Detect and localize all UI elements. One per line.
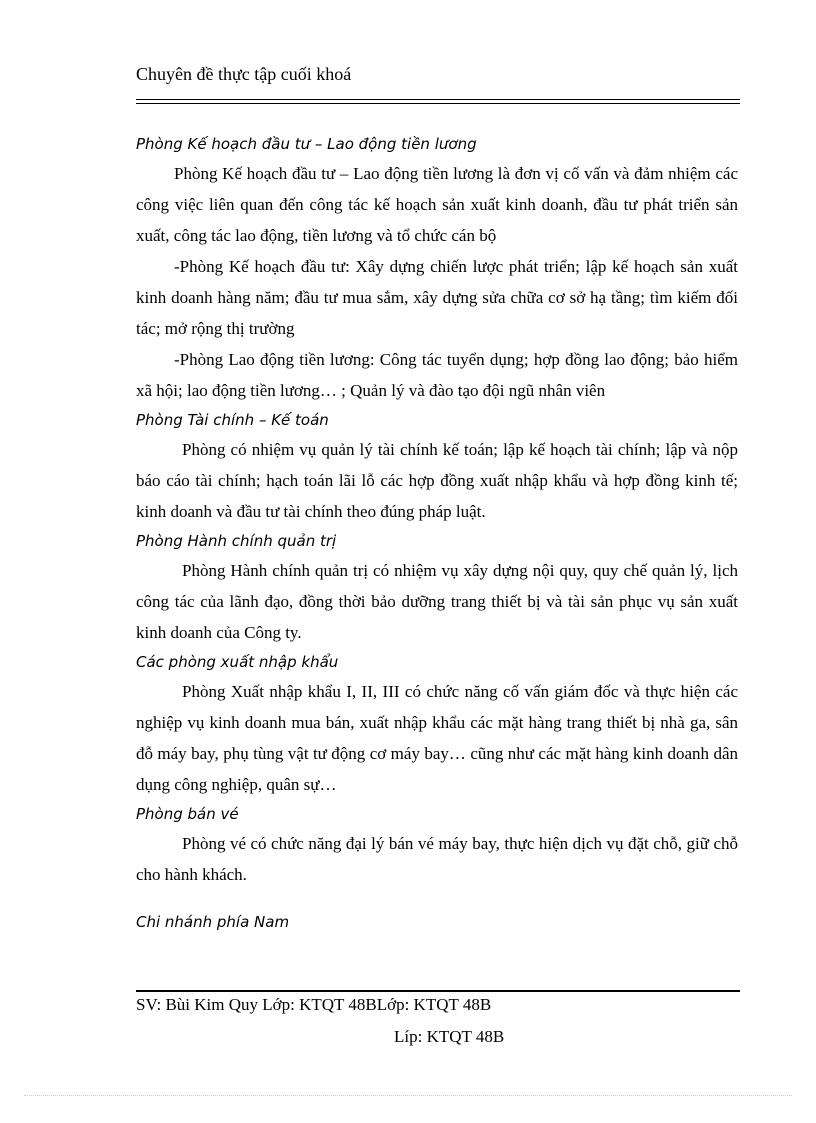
section-heading: Các phòng xuất nhập khẩu — [136, 653, 339, 671]
paragraph: -Phòng Lao động tiền lương: Công tác tuyển dụng; hợp đồng lao động; bảo hiểm xã hội; lao động tiền lương… ; Quản lý và đào tạo đội ngũ nhân viên — [136, 350, 738, 400]
section-heading: Phòng bán vé — [136, 805, 239, 823]
header-title: Chuyên đề thực tập cuối khoá — [136, 64, 352, 84]
header-rule-bottom — [136, 103, 740, 104]
section-finance — [136, 406, 738, 527]
paragraph: Phòng vé có chức năng đại lý bán vé máy bay, thực hiện dịch vụ đặt chỗ, giữ chỗ cho hành khách. — [136, 834, 738, 884]
section-heading: Chi nhánh phía Nam — [136, 913, 290, 931]
section-ticketing — [136, 800, 738, 890]
footer-student-info: SV: Bùi Kim Quy Lớp: KTQT 48BLớp: KTQT 48B — [136, 995, 492, 1014]
footer-rule — [136, 990, 740, 992]
paragraph: -Phòng Kế hoạch đầu tư: Xây dựng chiến lược phát triển; lập kế hoạch sản xuất kinh doanh hàng năm; đầu tư mua sắm, xây dựng sửa chữa cơ sở hạ tầng; tìm kiếm đối tác; mở rộng thị trường — [136, 257, 738, 338]
paragraph: Phòng Kế hoạch đầu tư – Lao động tiền lương là đơn vị cố vấn và đảm nhiệm các công việc liên quan đến công tác kế hoạch sản xuất kinh doanh, đầu tư phát triển sản xuất, công tác lao động, tiền lương và tổ chức cán bộ — [136, 164, 738, 245]
header-rule-top — [136, 99, 740, 100]
paragraph: Phòng có nhiệm vụ quản lý tài chính kế toán; lập kế hoạch tài chính; lập và nộp báo cáo tài chính; hạch toán lãi lỗ các hợp đồng xuất nhập khẩu và hợp đồng kinh tế; kinh doanh và đầu tư tài chính theo đúng pháp luật. — [136, 440, 738, 521]
footer-class-info: Líp: KTQT 48B — [394, 1027, 505, 1046]
section-southern-branch — [136, 908, 738, 936]
section-heading: Phòng Tài chính – Kế toán — [136, 411, 329, 429]
paragraph: Phòng Xuất nhập khẩu I, II, III có chức năng cố vấn giám đốc và thực hiện các nghiệp vụ kinh doanh mua bán, xuất nhập khẩu các mặt hàng trang thiết bị nhà ga, sân đỗ máy bay, phụ tùng vật tư động cơ máy bay… cũng như các mặt hàng kinh doanh dân dụng công nghiệp, quân sự… — [136, 682, 738, 794]
section-heading: Phòng Hành chính quản trị — [136, 532, 337, 550]
paragraph: Phòng Hành chính quản trị có nhiệm vụ xây dựng nội quy, quy chế quản lý, lịch công tác của lãnh đạo, đồng thời bảo dưỡng trang thiết bị và tài sản phục vụ sản xuất kinh doanh của Công ty. — [136, 561, 738, 642]
section-import-export — [136, 648, 738, 800]
document-body — [136, 130, 738, 936]
page-bottom-dotted-line — [24, 1095, 792, 1096]
section-heading: Phòng Kế hoạch đầu tư – Lao động tiền lương — [136, 135, 477, 153]
section-administration — [136, 527, 738, 648]
section-planning — [136, 130, 738, 406]
